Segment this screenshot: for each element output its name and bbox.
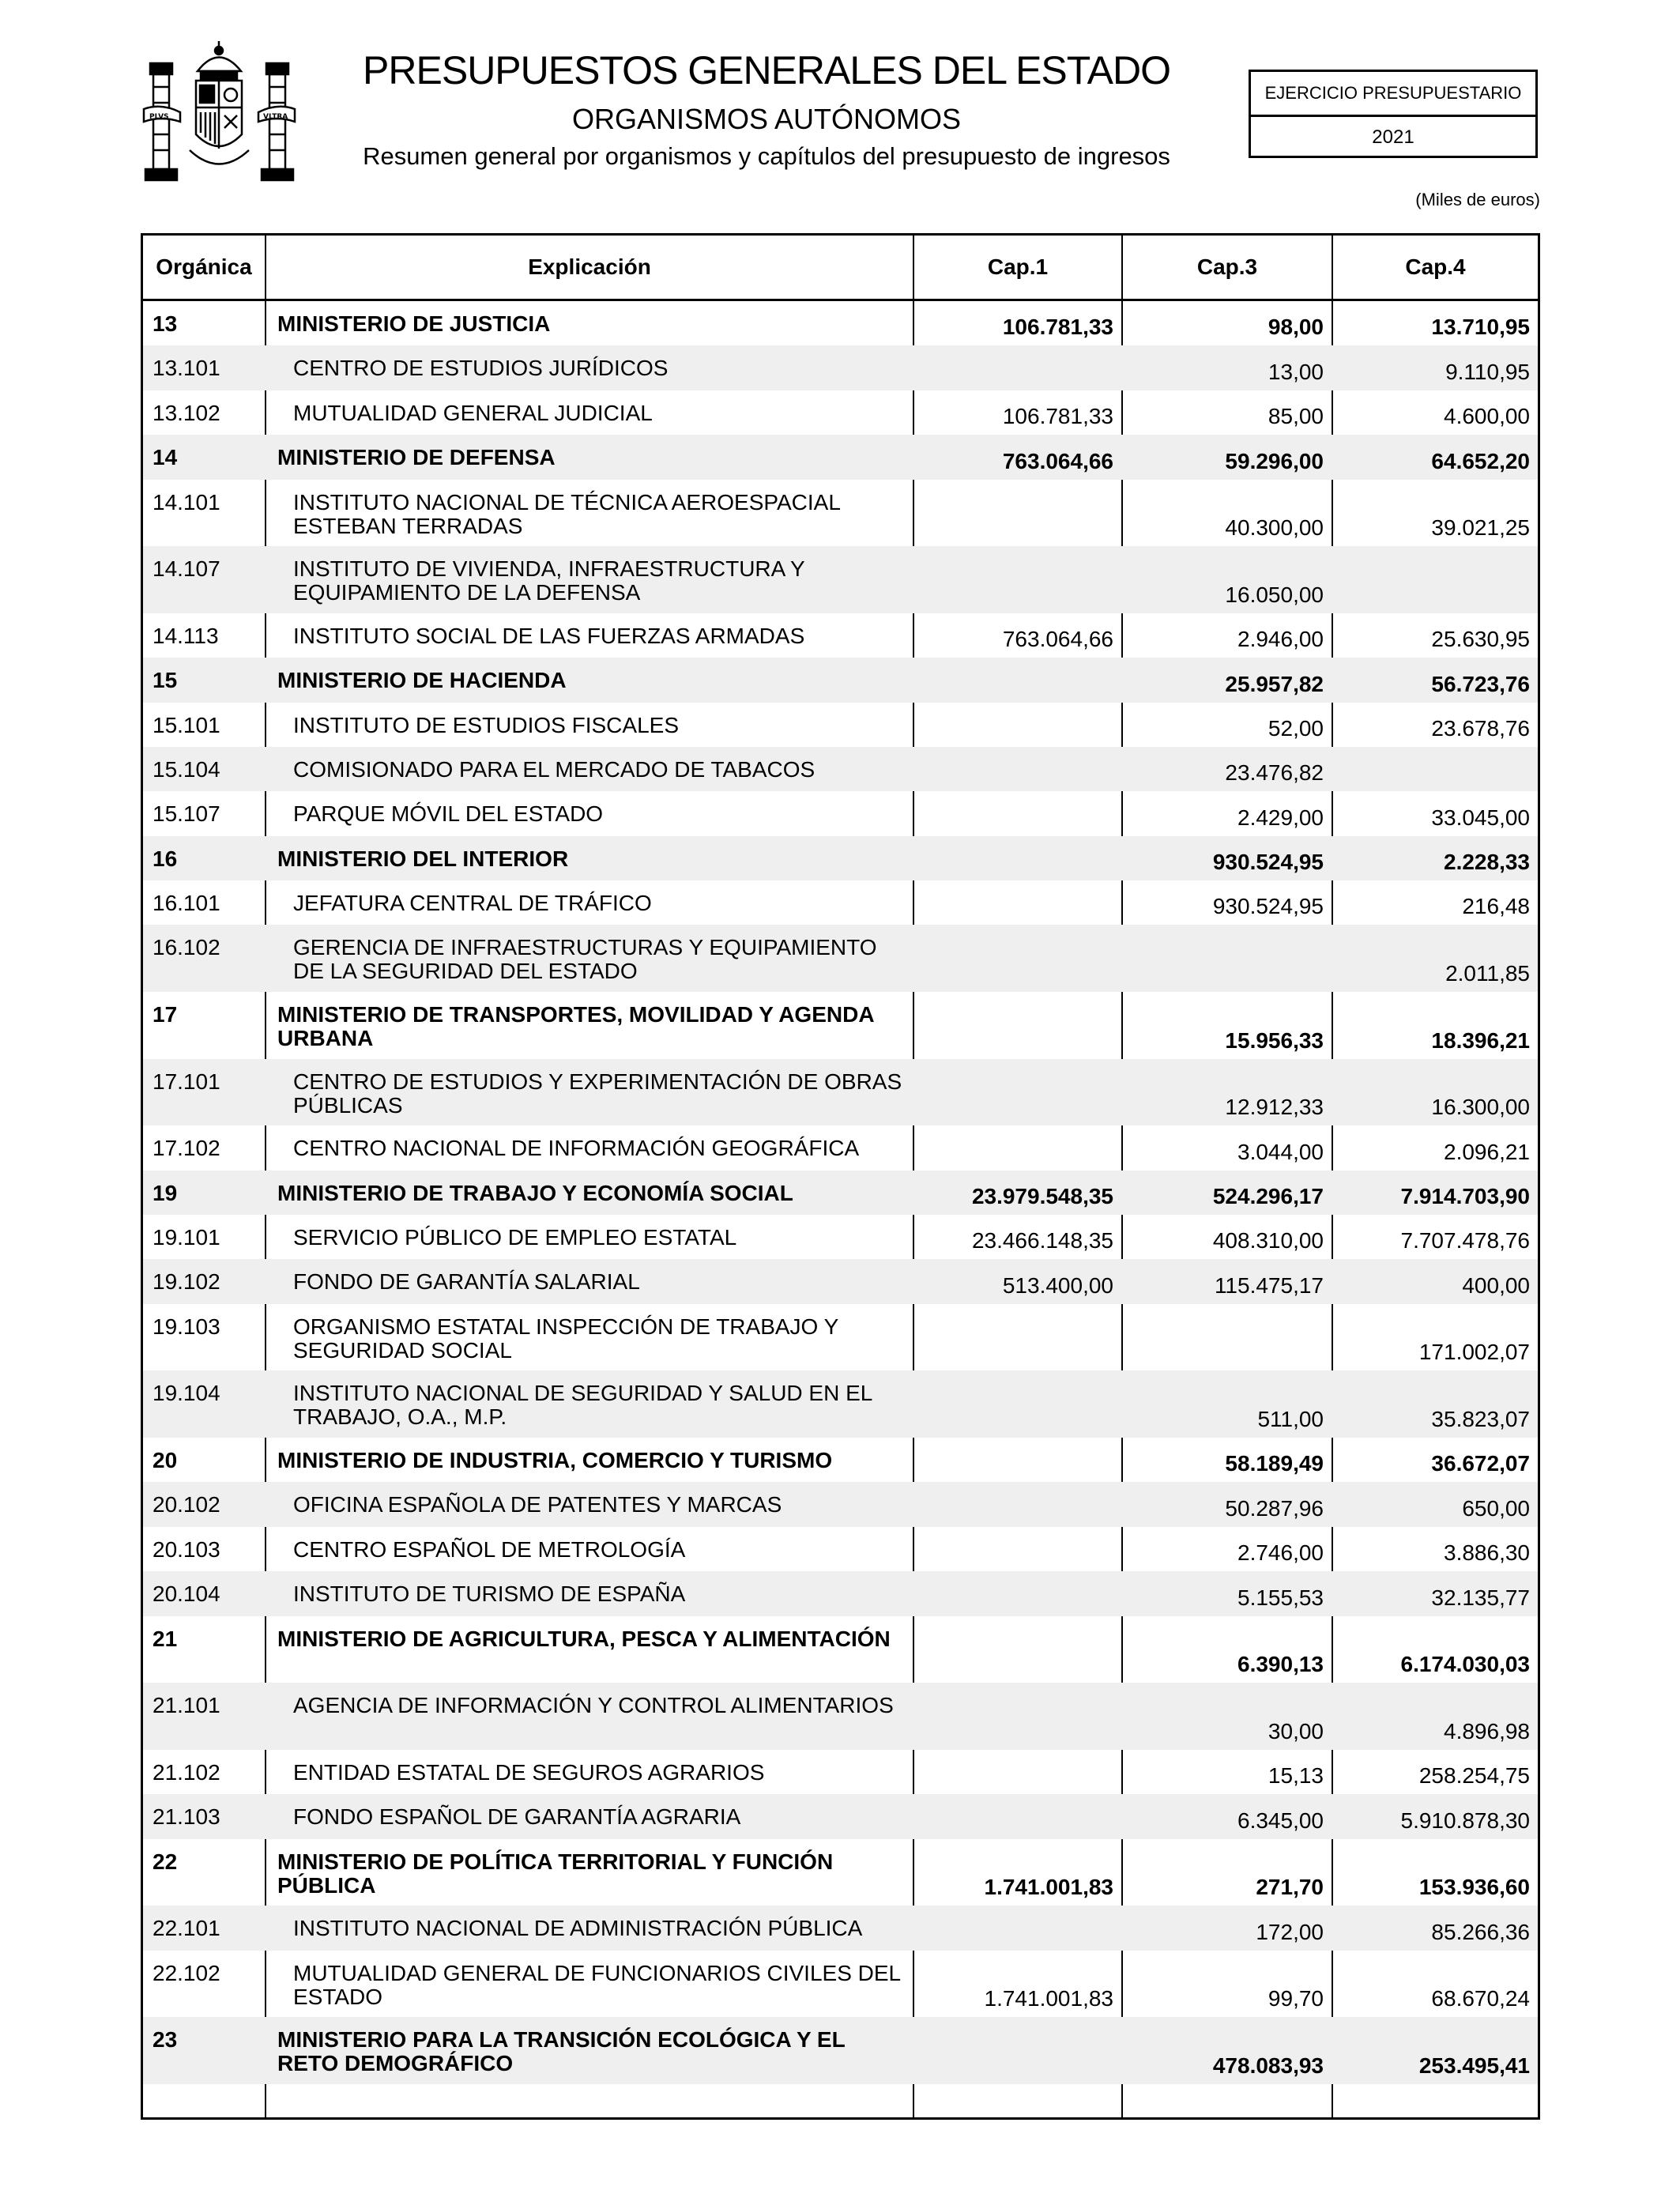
page-description: Resumen general por organismos y capítulos del presupuesto de ingresos — [363, 142, 1170, 170]
cap3-cell: 2.746,00 — [1237, 1540, 1324, 1566]
cap4-cell: 216,48 — [1462, 894, 1530, 919]
table-row — [143, 1906, 1538, 1950]
cap3-cell: 478.083,93 — [1212, 2053, 1324, 2078]
explicacion-cell: CENTRO NACIONAL DE INFORMACIÓN GEOGRÁFICA — [293, 1136, 860, 1161]
organica-cell: 19 — [153, 1180, 178, 1205]
budget-table — [141, 233, 1540, 2120]
cap1-cell — [914, 1059, 1121, 1126]
explicacion-cell: COMISIONADO PARA EL MERCADO DE TABACOS — [293, 756, 816, 782]
cap4-cell — [1333, 546, 1538, 613]
cap4-cell: 253.495,41 — [1418, 2053, 1530, 2078]
table-row — [143, 301, 1538, 345]
cap1-cell: 1.741.001,83 — [984, 1875, 1113, 1900]
explicacion-cell: FONDO ESPAÑOL DE GARANTÍA AGRARIA — [293, 1804, 741, 1830]
table-row — [143, 1951, 1538, 2018]
table-row — [143, 703, 1538, 747]
cap4-cell: 400,00 — [1462, 1272, 1530, 1298]
explicacion-cell: JEFATURA CENTRAL DE TRÁFICO — [293, 891, 652, 916]
table-row — [143, 1683, 1538, 1750]
cap1-cell — [914, 1571, 1121, 1615]
table-row — [143, 747, 1538, 791]
emblem-motto-left: PLVS — [149, 113, 169, 121]
table-row — [143, 1370, 1538, 1438]
units-note: (Miles de euros) — [1415, 190, 1540, 209]
explicacion-cell: PARQUE MÓVIL DEL ESTADO — [293, 801, 604, 827]
organica-cell: 22 — [153, 1849, 178, 1874]
cap4-cell: 650,00 — [1462, 1495, 1530, 1521]
cap1-cell: 23.466.148,35 — [971, 1228, 1113, 1253]
cap4-cell — [1333, 747, 1538, 791]
cap3-cell: 511,00 — [1257, 1407, 1324, 1432]
organica-cell: 21.102 — [153, 1759, 220, 1785]
explicacion-cell: CENTRO DE ESTUDIOS Y EXPERIMENTACIÓN DE OBRAS PÚBLICAS — [293, 1069, 902, 1118]
cap4-cell: 153.936,60 — [1418, 1875, 1530, 1900]
cap1-cell — [914, 658, 1121, 702]
explicacion-cell: INSTITUTO SOCIAL DE LAS FUERZAS ARMADAS — [293, 623, 805, 648]
cap3-cell: 52,00 — [1268, 715, 1324, 741]
cap3-cell: 2.946,00 — [1237, 627, 1324, 652]
cap1-cell — [914, 1906, 1121, 1950]
table-row — [143, 1794, 1538, 1838]
table-row — [143, 1527, 1538, 1571]
table-row — [143, 925, 1538, 992]
explicacion-cell: AGENCIA DE INFORMACIÓN Y CONTROL ALIMENTARIOS — [293, 1693, 894, 1718]
table-row — [143, 1304, 1538, 1371]
organica-cell: 22.102 — [153, 1960, 220, 1985]
cap1-cell: 1.741.001,83 — [984, 1986, 1113, 2011]
cap1-cell — [914, 1125, 1121, 1170]
ejercicio-year: 2021 — [1372, 126, 1414, 148]
cap4-cell: 13.710,95 — [1431, 315, 1530, 340]
organica-cell: 14 — [153, 445, 178, 470]
cap3-cell: 15,13 — [1268, 1763, 1324, 1789]
explicacion-cell: CENTRO ESPAÑOL DE METROLOGÍA — [293, 1536, 686, 1562]
cap3-cell: 25.957,82 — [1225, 671, 1324, 696]
cap1-cell — [914, 546, 1121, 613]
cap4-cell: 85.266,36 — [1431, 1919, 1530, 1944]
explicacion-cell: INSTITUTO DE TURISMO DE ESPAÑA — [293, 1581, 686, 1607]
page-subtitle: ORGANISMOS AUTÓNOMOS — [571, 103, 962, 135]
column-header-cap3: Cap.3 — [1196, 254, 1258, 279]
explicacion-cell: MINISTERIO DE JUSTICIA — [277, 311, 551, 336]
cap3-cell: 85,00 — [1268, 404, 1324, 429]
cap1-cell: 763.064,66 — [1002, 627, 1113, 652]
cap3-cell: 2.429,00 — [1237, 805, 1324, 830]
cap1-cell — [914, 1750, 1121, 1794]
coat-of-arms-emblem — [142, 40, 296, 194]
explicacion-cell: MINISTERIO DE DEFENSA — [277, 445, 556, 470]
table-row — [143, 836, 1538, 880]
cap4-cell: 16.300,00 — [1431, 1095, 1530, 1120]
table-row — [143, 390, 1538, 435]
cap1-cell — [914, 2017, 1121, 2084]
cap3-cell: 6.345,00 — [1237, 1808, 1324, 1833]
cap4-cell: 56.723,76 — [1431, 671, 1530, 696]
cap4-cell: 3.886,30 — [1444, 1540, 1530, 1566]
column-header-cap1: Cap.1 — [987, 254, 1049, 279]
explicacion-cell: MINISTERIO DE TRABAJO Y ECONOMÍA SOCIAL — [277, 1180, 793, 1205]
organica-cell: 19.103 — [153, 1314, 220, 1339]
cap3-cell: 98,00 — [1268, 315, 1324, 340]
table-row — [143, 546, 1538, 613]
table-row — [143, 480, 1538, 547]
organica-cell: 15.104 — [153, 756, 220, 782]
organica-cell: 20.102 — [153, 1492, 220, 1517]
cap3-cell: 58.189,49 — [1225, 1451, 1324, 1476]
organica-cell: 23 — [153, 2027, 178, 2053]
cap3-cell: 99,70 — [1268, 1986, 1324, 2011]
cap4-cell: 64.652,20 — [1431, 448, 1530, 473]
explicacion-cell: MINISTERIO PARA LA TRANSICIÓN ECOLÓGICA Y EL RETO DEMOGRÁFICO — [277, 2027, 846, 2076]
cap3-cell: 115.475,17 — [1214, 1272, 1324, 1298]
cap4-cell: 33.045,00 — [1431, 805, 1530, 830]
ejercicio-label: EJERCICIO PRESUPUESTARIO — [1251, 72, 1535, 117]
explicacion-cell: FONDO DE GARANTÍA SALARIAL — [293, 1269, 640, 1295]
explicacion-cell: GERENCIA DE INFRAESTRUCTURAS Y EQUIPAMIENTO DE LA SEGURIDAD DEL ESTADO — [293, 935, 877, 984]
explicacion-cell: INSTITUTO NACIONAL DE ADMINISTRACIÓN PÚBLICA — [293, 1916, 863, 1941]
cap4-cell: 2.228,33 — [1444, 850, 1530, 875]
cap4-cell: 5.910.878,30 — [1400, 1808, 1530, 1833]
cap1-cell — [914, 480, 1121, 547]
column-header-organica: Orgánica — [156, 254, 252, 279]
explicacion-cell: MUTUALIDAD GENERAL JUDICIAL — [293, 400, 653, 425]
table-row — [143, 613, 1538, 658]
ejercicio-box — [1249, 70, 1538, 158]
explicacion-cell: MUTUALIDAD GENERAL DE FUNCIONARIOS CIVILES DEL ESTADO — [293, 1960, 901, 2009]
cap3-cell: 30,00 — [1268, 1718, 1324, 1744]
cap1-cell — [914, 1527, 1121, 1571]
organica-cell: 21.103 — [153, 1804, 220, 1830]
cap1-cell: 23.979.548,35 — [971, 1184, 1113, 1209]
cap3-cell: 930.524,95 — [1212, 850, 1324, 875]
organica-cell: 22.101 — [153, 1916, 220, 1941]
column-header-explicacion: Explicación — [528, 254, 651, 279]
cap1-cell: 106.781,33 — [1002, 315, 1113, 340]
organica-cell: 19.102 — [153, 1269, 220, 1295]
organica-cell: 20.103 — [153, 1536, 220, 1562]
table-row — [143, 992, 1538, 1059]
cap1-cell: 763.064,66 — [1002, 448, 1113, 473]
explicacion-cell: MINISTERIO DEL INTERIOR — [277, 846, 569, 871]
cap1-cell: 106.781,33 — [1002, 404, 1113, 429]
cap4-cell: 36.672,07 — [1431, 1451, 1530, 1476]
cap1-cell — [914, 703, 1121, 747]
cap4-cell: 35.823,07 — [1431, 1407, 1530, 1432]
table-row — [143, 880, 1538, 925]
organica-cell: 13.102 — [153, 400, 220, 425]
emblem-motto-right: VLTRA — [263, 113, 288, 121]
cap3-cell: 930.524,95 — [1212, 894, 1324, 919]
cap3-cell: 50.287,96 — [1225, 1495, 1324, 1521]
cap1-cell — [914, 345, 1121, 390]
organica-cell: 14.107 — [153, 556, 220, 582]
cap4-cell: 18.396,21 — [1431, 1027, 1530, 1053]
cap3-cell: 5.155,53 — [1237, 1585, 1324, 1610]
organica-cell: 13 — [153, 311, 178, 336]
cap4-cell: 6.174.030,03 — [1400, 1652, 1530, 1677]
organica-cell: 19.101 — [153, 1225, 220, 1250]
table-row — [143, 2017, 1538, 2084]
cap3-cell: 172,00 — [1256, 1919, 1324, 1944]
organica-cell: 17 — [153, 1002, 178, 1027]
cap4-cell: 23.678,76 — [1431, 715, 1530, 741]
cap3-cell: 12.912,33 — [1225, 1095, 1324, 1120]
organica-cell: 13.101 — [153, 356, 220, 381]
organica-cell: 15.107 — [153, 801, 220, 827]
cap3-cell: 16.050,00 — [1225, 582, 1324, 607]
cap1-cell — [914, 836, 1121, 880]
table-row — [143, 1616, 1538, 1683]
organica-cell: 20 — [153, 1448, 178, 1473]
cap4-cell: 4.896,98 — [1444, 1718, 1530, 1744]
explicacion-cell: ORGANISMO ESTATAL INSPECCIÓN DE TRABAJO Y SEGURIDAD SOCIAL — [293, 1314, 838, 1363]
explicacion-cell: MINISTERIO DE POLÍTICA TERRITORIAL Y FUNCIÓN PÚBLICA — [277, 1849, 834, 1898]
cap1-cell — [914, 747, 1121, 791]
cap4-cell: 4.600,00 — [1444, 404, 1530, 429]
cap4-cell: 171.002,07 — [1418, 1340, 1530, 1365]
explicacion-cell: MINISTERIO DE INDUSTRIA, COMERCIO Y TURISMO — [277, 1448, 833, 1473]
cap4-cell: 9.110,95 — [1445, 359, 1530, 384]
cap4-cell: 32.135,77 — [1431, 1585, 1530, 1610]
cap3-cell: 40.300,00 — [1225, 515, 1324, 541]
table-row — [143, 1839, 1538, 1906]
explicacion-cell: MINISTERIO DE AGRICULTURA, PESCA Y ALIMENTACIÓN — [277, 1626, 891, 1651]
organica-cell: 17.101 — [153, 1069, 220, 1094]
explicacion-cell: INSTITUTO NACIONAL DE SEGURIDAD Y SALUD EN EL TRABAJO, O.A., M.P. — [293, 1381, 872, 1430]
cap3-cell — [1123, 925, 1332, 992]
explicacion-cell: MINISTERIO DE TRANSPORTES, MOVILIDAD Y AGENDA URBANA — [277, 1002, 874, 1051]
cap4-cell: 2.011,85 — [1445, 961, 1530, 986]
organica-cell: 17.102 — [153, 1136, 220, 1161]
explicacion-cell: SERVICIO PÚBLICO DE EMPLEO ESTATAL — [293, 1225, 737, 1250]
organica-cell: 15.101 — [153, 712, 220, 737]
cap1-cell — [914, 791, 1121, 835]
cap1-cell — [914, 1370, 1121, 1438]
cap3-cell: 23.476,82 — [1225, 760, 1324, 786]
explicacion-cell: INSTITUTO DE ESTUDIOS FISCALES — [293, 712, 680, 737]
organica-cell: 16 — [153, 846, 178, 871]
cap1-cell — [914, 1683, 1121, 1750]
cap1-cell — [914, 880, 1121, 925]
cap4-cell: 39.021,25 — [1431, 515, 1530, 541]
explicacion-cell: ENTIDAD ESTATAL DE SEGUROS AGRARIOS — [293, 1759, 765, 1785]
table-row — [143, 658, 1538, 702]
cap3-cell — [1123, 1304, 1332, 1371]
table-row — [143, 1171, 1538, 1215]
explicacion-cell: MINISTERIO DE HACIENDA — [277, 668, 567, 693]
organica-cell: 14.113 — [153, 623, 219, 648]
cap3-cell: 13,00 — [1268, 359, 1324, 384]
explicacion-cell: INSTITUTO DE VIVIENDA, INFRAESTRUCTURA Y EQUIPAMIENTO DE LA DEFENSA — [293, 556, 805, 605]
page-title: PRESUPUESTOS GENERALES DEL ESTADO — [363, 48, 1170, 92]
table-row — [143, 1259, 1538, 1303]
table-row — [143, 1125, 1538, 1170]
cap3-cell: 524.296,17 — [1212, 1184, 1324, 1209]
cap1-cell — [914, 1616, 1121, 1683]
table-row — [143, 345, 1538, 390]
table-row — [143, 791, 1538, 835]
cap3-cell: 15.956,33 — [1225, 1027, 1324, 1053]
cap1-cell — [914, 1794, 1121, 1838]
cap3-cell: 408.310,00 — [1212, 1228, 1324, 1253]
explicacion-cell: CENTRO DE ESTUDIOS JURÍDICOS — [293, 356, 669, 381]
cap1-cell — [914, 1438, 1121, 1482]
cap1-cell — [914, 1304, 1121, 1371]
cap1-cell — [914, 1482, 1121, 1526]
table-row — [143, 1482, 1538, 1526]
column-header-cap4: Cap.4 — [1405, 254, 1466, 279]
organica-cell: 16.101 — [153, 891, 220, 916]
organica-cell: 16.102 — [153, 935, 220, 960]
table-row — [143, 1059, 1538, 1126]
explicacion-cell: OFICINA ESPAÑOLA DE PATENTES Y MARCAS — [293, 1492, 782, 1517]
cap3-cell: 59.296,00 — [1225, 448, 1324, 473]
cap4-cell: 2.096,21 — [1444, 1139, 1530, 1164]
cap3-cell: 3.044,00 — [1237, 1139, 1324, 1164]
cap4-cell: 68.670,24 — [1431, 1986, 1530, 2011]
table-row — [143, 1750, 1538, 1794]
organica-cell: 15 — [153, 668, 178, 693]
cap3-cell: 6.390,13 — [1237, 1652, 1324, 1677]
cap4-cell: 25.630,95 — [1431, 627, 1530, 652]
cap1-cell — [914, 992, 1121, 1059]
organica-cell: 14.101 — [153, 489, 220, 515]
table-row — [143, 435, 1538, 479]
table-body — [143, 301, 1538, 2084]
organica-cell: 20.104 — [153, 1581, 220, 1607]
organica-cell: 21 — [153, 1626, 178, 1651]
table-row — [143, 1571, 1538, 1615]
explicacion-cell: INSTITUTO NACIONAL DE TÉCNICA AEROESPACIAL ESTEBAN TERRADAS — [293, 489, 840, 538]
organica-cell: 19.104 — [153, 1381, 220, 1406]
organica-cell: 21.101 — [153, 1693, 220, 1718]
cap4-cell: 7.707.478,76 — [1400, 1228, 1530, 1253]
cap1-cell — [914, 925, 1121, 992]
cap1-cell: 513.400,00 — [1002, 1272, 1113, 1298]
cap4-cell: 258.254,75 — [1418, 1763, 1530, 1789]
table-row — [143, 1438, 1538, 1482]
cap3-cell: 271,70 — [1256, 1875, 1324, 1900]
cap4-cell: 7.914.703,90 — [1400, 1184, 1530, 1209]
table-row — [143, 1215, 1538, 1259]
table-header — [143, 236, 1538, 301]
